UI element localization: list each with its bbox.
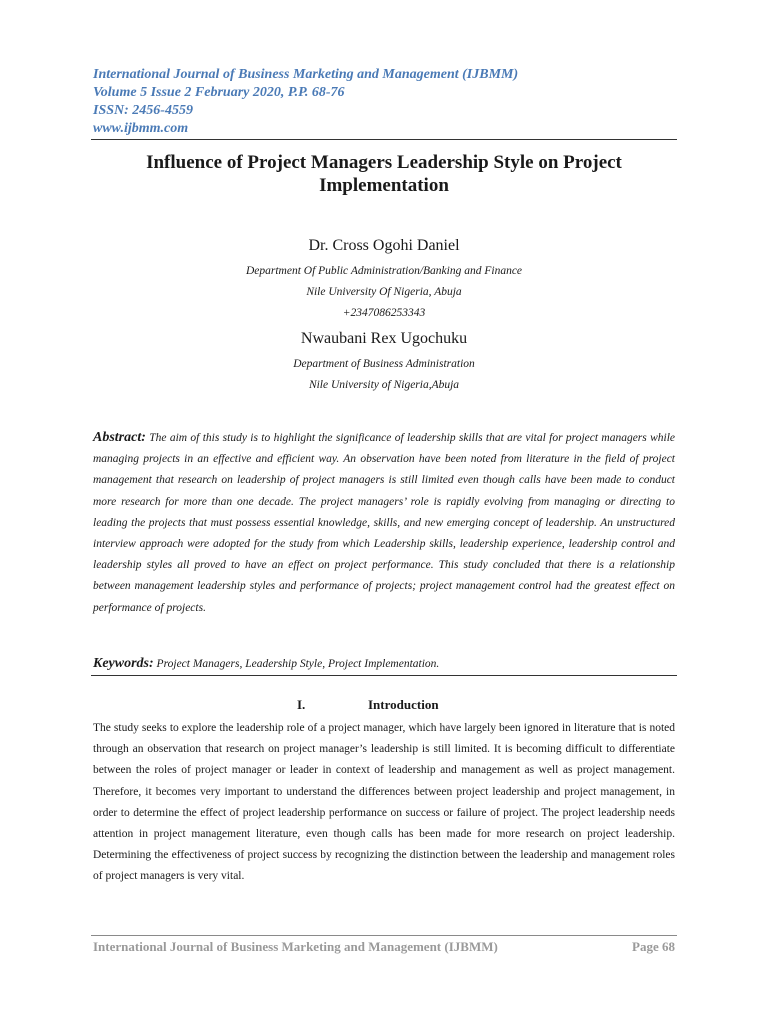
page-number: Page 68 xyxy=(632,939,675,954)
header-divider xyxy=(91,139,677,140)
introduction-text: The study seeks to explore the leadership role of a project manager, which have largely been ignored in literature that is noted through an observation that research on project manager’s leadership is still limited. It is becoming difficult to differentiate between the roles of project manager or leader in context of leadership and management as well as project management. Therefore, it becomes very important to understand the differences between project leadership and project management, in order to determine the effect of project leadership performance on success or failure of project. The project leadership needs attention in project management literature, even though calls has been made for more research on project leadership. Determining the effectiveness of project success by recognizing the distinction between the leadership and management roles of project managers is very vital. xyxy=(93,722,675,883)
author-name: Nwaubani Rex Ugochuku xyxy=(300,330,468,347)
affiliation-university: Nile University Of Nigeria, Abuja xyxy=(306,286,462,298)
journal-name: International Journal of Business Marketing and Management (IJBMM) xyxy=(93,67,519,82)
journal-header xyxy=(93,66,683,138)
author-affiliation xyxy=(91,354,677,396)
journal-website[interactable]: www.ijbmm.com xyxy=(93,121,189,136)
affiliation-department: Department Of Public Administration/Banking and Finance xyxy=(245,265,523,277)
abstract xyxy=(93,427,675,619)
keywords-divider xyxy=(91,675,677,676)
keywords xyxy=(93,655,675,673)
section-number: I. xyxy=(297,697,306,712)
keywords-label: Keywords: xyxy=(93,656,154,671)
issn: ISSN: 2456-4559 xyxy=(93,103,193,118)
footer-divider xyxy=(91,935,677,936)
affiliation-department: Department of Business Administration xyxy=(293,358,475,370)
abstract-text: The aim of this study is to highlight the significance of leadership skills that are vital for project managers while managing projects in an effective and efficient way. An observation have been noted from literature in the field of project management that research on leadership of project managers is still limited even though calls have been made to conduct more research for more than one decade. The project managers’ role is rapidly evolving from managing or directing to leading the projects that must possess essential knowledge, skills, and new emerging concept of leadership. An unstructured interview approach were adopted for the study from which Leadership skills, leadership experience, leadership control and leadership styles all proved to have an effect on project performance. This study concluded that there is a relationship between management leadership styles and performance of projects; project management control had the greatest effect on performance of projects. xyxy=(93,432,675,614)
keywords-text: Project Managers, Leadership Style, Project Implementation. xyxy=(156,658,440,670)
section-heading xyxy=(297,697,439,713)
paper-title: Influence of Project Managers Leadership Style on Project Implementation xyxy=(146,152,622,196)
affiliation-university: Nile University of Nigeria,Abuja xyxy=(308,379,460,391)
author-name: Dr. Cross Ogohi Daniel xyxy=(308,237,460,254)
volume-info: Volume 5 Issue 2 February 2020, P.P. 68-76 xyxy=(93,85,345,100)
author-affiliation xyxy=(91,261,677,324)
affiliation-phone: +2347086253343 xyxy=(342,307,426,319)
abstract-label: Abstract: xyxy=(93,430,146,445)
footer-journal-name: International Journal of Business Marketing and Management (IJBMM) xyxy=(93,939,498,954)
section-title: Introduction xyxy=(368,697,439,712)
